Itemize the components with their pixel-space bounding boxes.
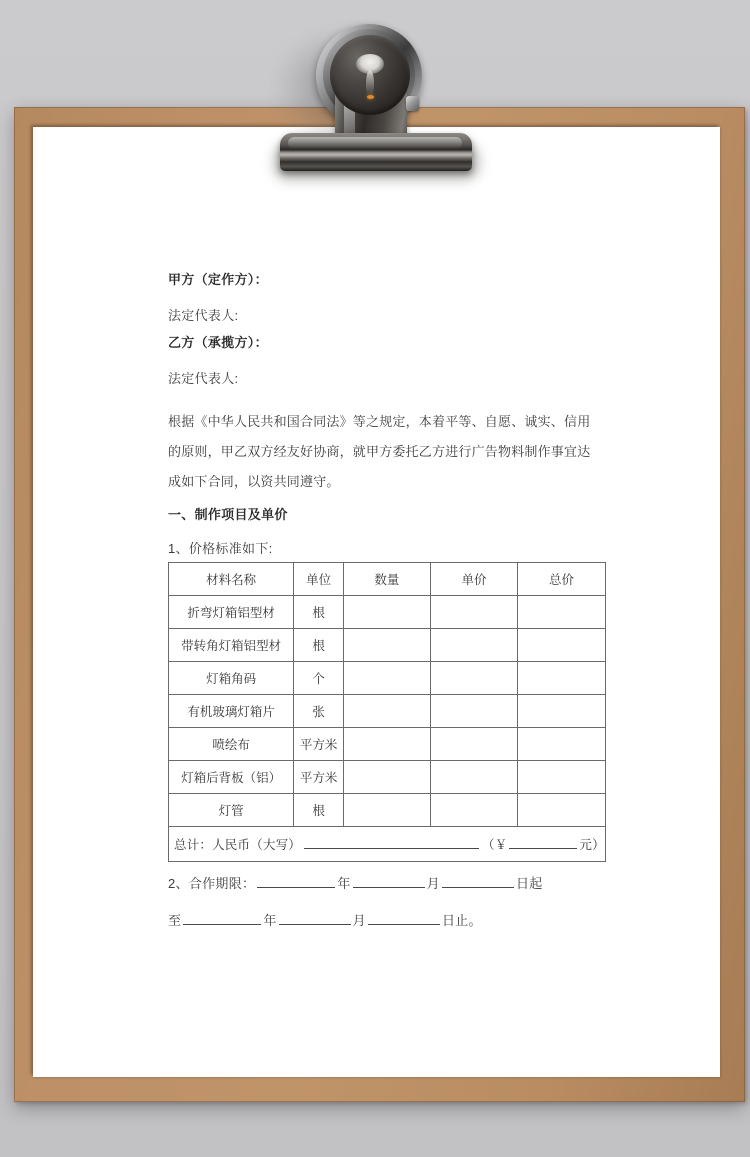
document-content (33, 127, 720, 1077)
document-paper (33, 127, 720, 1077)
cell-quantity[interactable] (344, 695, 431, 728)
cell-material-name: 折弯灯箱铝型材 (169, 596, 294, 629)
cell-unit: 个 (294, 662, 344, 695)
header-total-price: 总价 (518, 563, 606, 596)
cell-unit: 平方米 (294, 761, 344, 794)
cell-unit: 平方米 (294, 728, 344, 761)
section-heading: 一、制作项目及单价 (168, 507, 288, 522)
cell-unit-price[interactable] (430, 794, 518, 827)
table-header-row (169, 563, 606, 596)
cell-quantity[interactable] (344, 629, 431, 662)
cell-unit: 根 (294, 596, 344, 629)
table-total-row (169, 827, 606, 862)
cell-material-name: 灯箱角码 (169, 662, 294, 695)
cell-material-name: 带转角灯箱铝型材 (169, 629, 294, 662)
total-amount-cell (169, 827, 606, 862)
cell-total-price[interactable] (518, 728, 606, 761)
clip-disc-warm-glint (367, 95, 374, 99)
clip-disc-reflection-streak (366, 70, 374, 96)
term-start-year-blank[interactable] (257, 875, 335, 888)
term-start-month-blank[interactable] (353, 875, 425, 888)
header-material-name: 材料名称 (169, 563, 294, 596)
cell-material-name: 有机玻璃灯箱片 (169, 695, 294, 728)
table-row (169, 794, 606, 827)
table-row (169, 596, 606, 629)
cell-unit-price[interactable] (430, 596, 518, 629)
cell-unit: 根 (294, 794, 344, 827)
table-row (169, 695, 606, 728)
cooperation-term-line-2 (168, 912, 482, 930)
party-b-representative-label: 法定代表人: (168, 371, 239, 386)
term-month-unit: 月 (426, 876, 440, 891)
term-day-unit: 日起 (515, 876, 543, 891)
cell-material-name: 灯箱后背板（铝） (169, 761, 294, 794)
total-numeric-blank[interactable] (509, 836, 577, 849)
term-end-month-unit: 月 (352, 913, 366, 928)
header-unit: 单位 (294, 563, 344, 596)
cooperation-term-line-1 (168, 875, 543, 893)
header-quantity: 数量 (344, 563, 431, 596)
cell-total-price[interactable] (518, 761, 606, 794)
preamble-paragraph: 根据《中华人民共和国合同法》等之规定，本着平等、自愿、诚实、信用的原则，甲乙双方经友好协商，就甲方委托乙方进行广告物料制作事宜达成如下合同，以资共同遵守。 (168, 414, 591, 489)
term-year-unit: 年 (337, 876, 351, 891)
cell-material-name: 喷绘布 (169, 728, 294, 761)
table-row (169, 728, 606, 761)
cell-unit: 根 (294, 629, 344, 662)
cell-unit-price[interactable] (430, 662, 518, 695)
cell-quantity[interactable] (344, 728, 431, 761)
cell-total-price[interactable] (518, 662, 606, 695)
table-row (169, 761, 606, 794)
term-end-year-blank[interactable] (183, 912, 261, 925)
cell-quantity[interactable] (344, 761, 431, 794)
cell-material-name: 灯管 (169, 794, 294, 827)
table-intro-label: 1、价格标准如下: (168, 541, 273, 556)
cell-unit-price[interactable] (430, 629, 518, 662)
cell-unit-price[interactable] (430, 695, 518, 728)
total-amount-blank[interactable] (304, 836, 479, 849)
party-b-label: 乙方（承揽方）： (168, 335, 268, 350)
clip-disc-highlight (356, 54, 384, 74)
clip-disc-face (330, 35, 410, 115)
term-end-day-unit: 日止。 (441, 913, 482, 928)
cell-quantity[interactable] (344, 794, 431, 827)
total-currency-open: （￥ (482, 838, 508, 852)
header-unit-price: 单价 (430, 563, 518, 596)
table-row (169, 662, 606, 695)
cell-unit-price[interactable] (430, 761, 518, 794)
term-end-month-blank[interactable] (279, 912, 351, 925)
party-a-label: 甲方（定作方）： (168, 272, 268, 287)
cell-total-price[interactable] (518, 629, 606, 662)
term-end-day-blank[interactable] (368, 912, 440, 925)
term-start-day-blank[interactable] (442, 875, 514, 888)
cell-unit-price[interactable] (430, 728, 518, 761)
term-end-year-unit: 年 (263, 913, 277, 928)
price-standard-table (168, 562, 606, 862)
term-prefix-label: 2、合作期限： (168, 876, 256, 891)
total-currency-close: 元） (579, 838, 605, 852)
cell-total-price[interactable] (518, 695, 606, 728)
table-row (169, 629, 606, 662)
cell-quantity[interactable] (344, 662, 431, 695)
total-prefix-label: 总计：人民币（大写） (174, 838, 302, 852)
party-a-representative-label: 法定代表人: (168, 308, 239, 323)
cell-total-price[interactable] (518, 596, 606, 629)
term-end-prefix-label: 至 (168, 913, 182, 928)
cell-total-price[interactable] (518, 794, 606, 827)
cell-unit: 张 (294, 695, 344, 728)
cell-quantity[interactable] (344, 596, 431, 629)
